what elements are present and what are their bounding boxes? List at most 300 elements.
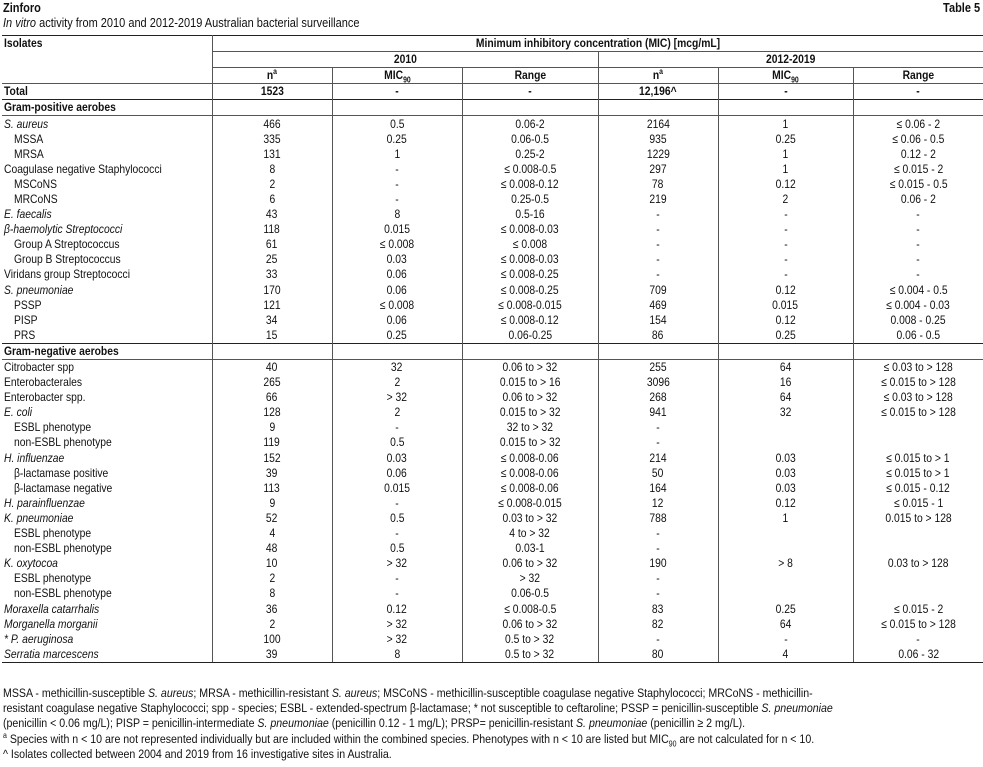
mic90-2012-2019-cell: 2	[718, 192, 853, 207]
table-row	[2, 359, 983, 375]
mic90-2012-2019-cell	[718, 541, 853, 556]
range-2012-2019-cell	[853, 526, 983, 541]
isolate-label: β-lactamase negative	[2, 481, 212, 496]
range-2012-2019-cell: 0.03 to > 128	[888, 556, 949, 571]
table-row	[2, 116, 983, 132]
mic90-2012-2019-cell: 32	[718, 405, 853, 420]
range-header-2010: Range	[462, 68, 598, 84]
document-header	[3, 1, 980, 33]
total-mic-2010: -	[332, 84, 462, 100]
n-2010-cell: 121	[212, 298, 332, 313]
mic90-2012-2019-cell: 4	[718, 647, 853, 663]
range-2010-cell: 0.06 to > 32	[462, 617, 598, 632]
mic90-2010-cell: > 32	[332, 617, 462, 632]
isolate-label: Group A Streptococcus	[2, 237, 212, 252]
range-2012-2019-cell	[853, 435, 983, 450]
n-2012-2019-cell: 154	[598, 313, 718, 328]
range-2010-cell: 0.03 to > 32	[462, 511, 598, 526]
mic90-2010-cell: 0.03	[332, 252, 462, 267]
mic90-2010-cell: -	[332, 526, 462, 541]
mic90-2010-cell: 0.06	[332, 283, 462, 298]
n-2010-cell: 4	[212, 526, 332, 541]
range-2010-cell: 0.5-16	[462, 207, 598, 222]
mic90-2010-cell: 0.015	[332, 481, 462, 496]
range-2010-cell: ≤ 0.008-0.06	[462, 466, 598, 481]
n-2010-cell: 39	[212, 466, 332, 481]
table-row	[2, 601, 983, 616]
range-2010-cell: ≤ 0.008-0.25	[462, 283, 598, 298]
table-row	[2, 177, 983, 192]
section-heading: Gram-positive aerobes	[2, 100, 212, 116]
n-2012-2019-cell: 12	[598, 496, 718, 511]
mic-table-body	[2, 36, 983, 663]
range-2010-cell: 0.06-0.25	[462, 328, 598, 344]
n-2010-cell: 48	[212, 541, 332, 556]
isolate-label: E. coli	[2, 405, 212, 420]
mic90-2012-2019-cell	[718, 586, 853, 601]
range-2012-2019-cell: ≤ 0.004 - 0.5	[889, 282, 948, 297]
range-2010-cell: ≤ 0.008-0.25	[462, 267, 598, 282]
n-2012-2019-cell: -	[598, 632, 718, 647]
n-2012-2019-cell: -	[598, 571, 718, 586]
total-label: Total	[2, 84, 212, 100]
range-2012-2019-cell: ≤ 0.03 to > 128	[883, 390, 953, 405]
mic90-2010-cell: 0.5	[332, 116, 462, 132]
n-2012-2019-cell: 190	[598, 556, 718, 571]
range-2012-2019-cell: 0.06 - 2	[900, 191, 936, 206]
n-2010-cell: 36	[212, 601, 332, 616]
table-row	[2, 162, 983, 177]
range-2010-cell: 32 to > 32	[462, 420, 598, 435]
range-2010-cell: 0.015 to > 16	[462, 375, 598, 390]
range-2010-cell: 0.06-0.5	[462, 586, 598, 601]
isolate-label: H. influenzae	[2, 451, 212, 466]
table-row	[2, 390, 983, 405]
table-row	[2, 586, 983, 601]
table-row	[2, 147, 983, 162]
mic90-2012-2019-cell: 0.12	[718, 177, 853, 192]
n-2012-2019-cell: 86	[598, 328, 718, 344]
mic90-2010-cell: 0.06	[332, 466, 462, 481]
mic90-2010-cell: 0.03	[332, 451, 462, 466]
n-2012-2019-cell: 3096	[598, 375, 718, 390]
n-2012-2019-cell: 164	[598, 481, 718, 496]
range-2012-2019-cell	[853, 586, 983, 601]
mic90-2012-2019-cell: 0.015	[718, 298, 853, 313]
range-2010-cell: ≤ 0.008-0.015	[462, 298, 598, 313]
n-2012-2019-cell: 297	[598, 162, 718, 177]
range-2012-2019-cell: ≤ 0.015 - 1	[893, 495, 943, 510]
mic90-2012-2019-cell: 0.12	[718, 283, 853, 298]
range-2012-2019-cell: ≤ 0.015 to > 1	[886, 465, 950, 480]
mic90-2010-cell: -	[332, 586, 462, 601]
n-2010-cell: 170	[212, 283, 332, 298]
isolate-label: Group B Streptococcus	[2, 252, 212, 267]
range-2012-2019-cell: -	[916, 267, 921, 282]
n-2010-cell: 131	[212, 147, 332, 162]
isolate-label: Serratia marcescens	[2, 647, 212, 663]
n-2010-cell: 118	[212, 222, 332, 237]
mic90-2012-2019-cell: -	[718, 207, 853, 222]
table-row	[2, 571, 983, 586]
mic90-2010-cell: -	[332, 571, 462, 586]
mic90-2012-2019-cell: 0.12	[718, 496, 853, 511]
mic90-2012-2019-cell	[718, 526, 853, 541]
isolate-label: S. pneumoniae	[2, 283, 212, 298]
range-2012-2019-cell: 0.12 - 2	[900, 146, 936, 161]
n-2010-cell: 40	[212, 359, 332, 375]
mic90-2012-2019-cell: 0.03	[718, 481, 853, 496]
isolate-label: β-haemolytic Streptococci	[2, 222, 212, 237]
isolate-label: MRSA	[2, 147, 212, 162]
range-2012-2019-cell	[853, 420, 983, 435]
mic90-2010-cell: 0.06	[332, 313, 462, 328]
mic90-2010-cell: 0.06	[332, 267, 462, 282]
range-2012-2019-cell	[853, 571, 983, 586]
isolate-label: Morganella morganii	[2, 617, 212, 632]
mic-table	[2, 35, 983, 663]
n-2010-cell: 39	[212, 647, 332, 663]
range-2012-2019-cell: ≤ 0.015 - 0.5	[889, 176, 948, 191]
n-2012-2019-cell: 2164	[598, 116, 718, 132]
n-2012-2019-cell: -	[598, 222, 718, 237]
mic90-2012-2019-cell: -	[718, 252, 853, 267]
n-2012-2019-cell: -	[598, 435, 718, 450]
n-2010-cell: 100	[212, 632, 332, 647]
n-2010-cell: 52	[212, 511, 332, 526]
mic90-2010-cell: -	[332, 192, 462, 207]
isolate-label: MRCoNS	[2, 192, 212, 207]
n-2012-2019-cell: 83	[598, 601, 718, 616]
range-2010-cell: ≤ 0.008-0.06	[462, 451, 598, 466]
table-row	[2, 435, 983, 450]
n-2010-cell: 2	[212, 571, 332, 586]
n-2012-2019-cell: 80	[598, 647, 718, 663]
table-row	[2, 313, 983, 328]
mic90-2012-2019-cell: 1	[718, 116, 853, 132]
n-2010-cell: 9	[212, 420, 332, 435]
table-row	[2, 466, 983, 481]
n-2012-2019-cell: 1229	[598, 147, 718, 162]
n-2010-cell: 335	[212, 132, 332, 147]
subtitle-italic: In vitro	[3, 16, 37, 30]
footnote-species: $^a$ Species with n < 10 are not represented individually but are included within the combined species. Phenotypes with n < 10 are listed but $MIC_{90}$ are not calculated for n < 10.	[3, 730, 815, 749]
footnotes	[3, 686, 978, 762]
range-2012-2019-cell: ≤ 0.03 to > 128	[853, 359, 983, 375]
n-2010-cell: 66	[212, 390, 332, 405]
range-2010-cell: ≤ 0.008-0.015	[462, 496, 598, 511]
footnote-abbreviations-2: resistant coagulase negative Staphylococci; spp - species; ESBL - extended-spectrum β-lactamase; * not susceptible to ceftaroline; PSSP = penicillin-susceptible S. pneumoniae	[3, 701, 833, 716]
n-2012-2019-cell: 788	[598, 511, 718, 526]
period-2010-header: 2010	[212, 52, 598, 68]
table-row	[2, 526, 983, 541]
mic90-2012-2019-cell: 0.25	[718, 132, 853, 147]
mic90-2012-2019-cell: 64	[718, 359, 853, 375]
table-row	[2, 192, 983, 207]
mic90-2012-2019-cell: -	[718, 267, 853, 282]
range-2010-cell: 0.06 to > 32	[462, 556, 598, 571]
n-2012-2019-cell: -	[598, 252, 718, 267]
table-subtitle	[3, 16, 359, 30]
table-row	[2, 541, 983, 556]
table-row	[2, 375, 983, 390]
isolate-label: non-ESBL phenotype	[2, 586, 212, 601]
range-2012-2019-cell: ≤ 0.06 - 0.5	[892, 131, 945, 146]
mic90-2010-cell: 8	[332, 207, 462, 222]
n-2012-2019-cell: -	[598, 267, 718, 282]
isolate-label: ESBL phenotype	[2, 420, 212, 435]
n-2010-cell: 15	[212, 328, 332, 344]
isolate-label: ESBL phenotype	[2, 571, 212, 586]
mic90-2012-2019-cell: 0.03	[718, 451, 853, 466]
total-range-2010: -	[462, 84, 598, 100]
mic90-2010-cell: 2	[332, 375, 462, 390]
n-2010-cell: 2	[212, 177, 332, 192]
table-number: Table 5	[942, 1, 980, 15]
table-row	[2, 647, 983, 663]
mic-header: Minimum inhibitory concentration (MIC) [mcg/mL]	[212, 36, 983, 52]
mic90-2010-cell: 0.5	[332, 511, 462, 526]
range-2010-cell: 0.015 to > 32	[462, 435, 598, 450]
range-2010-cell: 0.06-2	[462, 116, 598, 132]
mic90-2010-cell: -	[332, 420, 462, 435]
n-2012-2019-cell: 935	[598, 132, 718, 147]
mic90-2010-cell: 0.5	[332, 541, 462, 556]
range-2012-2019-cell: ≤ 0.015 - 0.12	[886, 480, 951, 495]
header-row-3	[2, 68, 983, 84]
table-row	[2, 496, 983, 511]
mic90-2010-cell: 0.5	[332, 435, 462, 450]
isolate-label: PSSP	[2, 298, 212, 313]
range-2010-cell: 0.06 to > 32	[462, 390, 598, 405]
range-2012-2019-cell: 0.06 - 0.5	[896, 327, 941, 342]
period-2012-2019-header: 2012-2019	[598, 52, 983, 68]
range-2012-2019-cell: -	[916, 207, 921, 222]
isolate-label: K. pneumoniae	[2, 511, 212, 526]
range-2012-2019-cell: -	[916, 222, 921, 237]
n-2010-cell: 8	[212, 586, 332, 601]
isolate-label: S. aureus	[2, 116, 212, 132]
table-row	[2, 222, 983, 237]
range-2010-cell: 0.5 to > 32	[462, 647, 598, 663]
mic90-2010-cell: 8	[332, 647, 462, 663]
mic90-2010-cell: > 32	[332, 556, 462, 571]
n-header-2010: $n^a$	[212, 68, 332, 84]
range-2010-cell: ≤ 0.008-0.06	[462, 481, 598, 496]
header-row-1	[2, 36, 983, 52]
isolate-label: PISP	[2, 313, 212, 328]
mic90-2010-cell: 1	[332, 147, 462, 162]
range-2010-cell: ≤ 0.008-0.5	[462, 601, 598, 616]
n-2012-2019-cell: -	[598, 420, 718, 435]
range-2010-cell: ≤ 0.008-0.03	[462, 222, 598, 237]
n-2010-cell: 265	[212, 375, 332, 390]
table-row	[2, 451, 983, 466]
n-2010-cell: 128	[212, 405, 332, 420]
range-2012-2019-cell: ≤ 0.06 - 2	[853, 116, 983, 132]
isolate-label: Enterobacterales	[2, 375, 212, 390]
total-n-2010: 1523	[212, 84, 332, 100]
range-2012-2019-cell: ≤ 0.015 to > 128	[880, 616, 956, 631]
total-mic-2012-2019: -	[718, 84, 853, 100]
isolate-label: K. oxytocoa	[2, 556, 212, 571]
n-2012-2019-cell: 82	[598, 617, 718, 632]
mic90-2010-cell: -	[332, 162, 462, 177]
range-2010-cell: 0.06 to > 32	[462, 359, 598, 375]
n-2010-cell: 61	[212, 237, 332, 252]
n-2010-cell: 6	[212, 192, 332, 207]
table-row	[2, 556, 983, 571]
range-2012-2019-cell	[853, 541, 983, 556]
section-heading-row	[2, 343, 983, 359]
mic90-header-2010: $MIC_{90}$	[332, 68, 462, 84]
range-2012-2019-cell: -	[916, 631, 921, 646]
n-2012-2019-cell: 214	[598, 451, 718, 466]
isolate-label: H. parainfluenzae	[2, 496, 212, 511]
isolate-label: MSCoNS	[2, 177, 212, 192]
mic90-2012-2019-cell: 0.12	[718, 313, 853, 328]
mic90-2012-2019-cell: 64	[718, 617, 853, 632]
mic90-header-2012-2019: $MIC_{90}$	[718, 68, 853, 84]
table-row	[2, 298, 983, 313]
isolate-label: * P. aeruginosa	[2, 632, 212, 647]
mic90-2010-cell: ≤ 0.008	[332, 298, 462, 313]
table-row	[2, 617, 983, 632]
range-2010-cell: ≤ 0.008-0.03	[462, 252, 598, 267]
isolate-label: non-ESBL phenotype	[2, 541, 212, 556]
mic90-2012-2019-cell: 16	[718, 375, 853, 390]
range-2012-2019-cell: -	[916, 237, 921, 252]
n-2010-cell: 466	[212, 116, 332, 132]
range-2012-2019-cell: 0.008 - 0.25	[890, 312, 946, 327]
table-row	[2, 511, 983, 526]
range-2010-cell: ≤ 0.008-0.5	[462, 162, 598, 177]
table-row	[2, 632, 983, 647]
mic90-2012-2019-cell: -	[718, 632, 853, 647]
mic90-2010-cell: -	[332, 496, 462, 511]
range-2012-2019-cell: ≤ 0.015 to > 128	[880, 375, 956, 390]
mic90-2010-cell: ≤ 0.008	[332, 237, 462, 252]
isolate-label: Viridans group Streptococci	[2, 267, 212, 282]
range-2010-cell: ≤ 0.008-0.12	[462, 313, 598, 328]
n-2010-cell: 152	[212, 451, 332, 466]
isolate-label: non-ESBL phenotype	[2, 435, 212, 450]
isolate-label: Coagulase negative Staphylococci	[2, 162, 212, 177]
table-row	[2, 207, 983, 222]
range-2010-cell: 0.25-0.5	[462, 192, 598, 207]
document-title: Zinforo	[3, 1, 41, 15]
range-2010-cell: 0.03-1	[462, 541, 598, 556]
range-2012-2019-cell: ≤ 0.015 to > 1	[886, 450, 950, 465]
table-row	[2, 420, 983, 435]
range-2012-2019-cell: 0.015 to > 128	[885, 510, 952, 525]
n-2010-cell: 34	[212, 313, 332, 328]
range-2010-cell: 0.015 to > 32	[462, 405, 598, 420]
mic90-2012-2019-cell	[718, 420, 853, 435]
n-header-2012-2019: $n^a$	[598, 68, 718, 84]
mic90-2010-cell: 0.015	[332, 222, 462, 237]
mic90-2012-2019-cell: 0.25	[718, 601, 853, 616]
table-row	[2, 481, 983, 496]
mic90-2012-2019-cell: -	[718, 222, 853, 237]
header-row-2	[2, 52, 983, 68]
total-n-2012-2019: 12,196^	[598, 84, 718, 100]
range-2012-2019-cell: ≤ 0.015 - 2	[893, 161, 943, 176]
n-2012-2019-cell: -	[598, 541, 718, 556]
n-2012-2019-cell: 941	[598, 405, 718, 420]
total-range-2012-2019: -	[916, 84, 921, 99]
n-2010-cell: 43	[212, 207, 332, 222]
n-2010-cell: 25	[212, 252, 332, 267]
n-2012-2019-cell: 709	[598, 283, 718, 298]
range-header-2012-2019: Range	[853, 68, 983, 84]
section-heading-row	[2, 100, 983, 116]
n-2012-2019-cell: 78	[598, 177, 718, 192]
range-2012-2019-cell: -	[916, 252, 921, 267]
table-row	[2, 237, 983, 252]
n-2012-2019-cell: -	[598, 237, 718, 252]
range-2010-cell: 0.5 to > 32	[462, 632, 598, 647]
mic90-2010-cell: -	[332, 177, 462, 192]
range-2010-cell: ≤ 0.008	[462, 237, 598, 252]
n-2010-cell: 10	[212, 556, 332, 571]
n-2010-cell: 8	[212, 162, 332, 177]
mic90-2012-2019-cell: > 8	[718, 556, 853, 571]
range-2010-cell: > 32	[462, 571, 598, 586]
n-2010-cell: 2	[212, 617, 332, 632]
mic90-2012-2019-cell: 1	[718, 511, 853, 526]
isolate-label: PRS	[2, 328, 212, 344]
n-2012-2019-cell: 50	[598, 466, 718, 481]
subtitle-text: activity from 2010 and 2012-2019 Australian bacterial surveillance	[36, 16, 360, 30]
n-2012-2019-cell: -	[598, 586, 718, 601]
isolate-label: E. faecalis	[2, 207, 212, 222]
footnote-abbreviations-3: (penicillin < 0.06 mg/L); PISP = penicillin-intermediate S. pneumoniae (penicillin 0.12 - 1 mg/L); PRSP= penicillin-resistant S. pneumoniae (penicillin ≥ 2 mg/L).	[3, 716, 746, 731]
table-row	[2, 405, 983, 420]
mic90-2012-2019-cell: 64	[718, 390, 853, 405]
isolate-label: β-lactamase positive	[2, 466, 212, 481]
n-2010-cell: 9	[212, 496, 332, 511]
mic90-2012-2019-cell: 1	[718, 147, 853, 162]
range-2010-cell: 0.06-0.5	[462, 132, 598, 147]
n-2010-cell: 113	[212, 481, 332, 496]
range-2010-cell: 4 to > 32	[462, 526, 598, 541]
range-2010-cell: 0.25-2	[462, 147, 598, 162]
mic90-2010-cell: 2	[332, 405, 462, 420]
range-2012-2019-cell: 0.06 - 32	[853, 647, 983, 663]
mic90-2010-cell: > 32	[332, 390, 462, 405]
mic90-2010-cell: 0.25	[332, 328, 462, 344]
mic90-2010-cell: 32	[332, 359, 462, 375]
mic90-2012-2019-cell	[718, 571, 853, 586]
n-2012-2019-cell: -	[598, 207, 718, 222]
isolates-header: Isolates	[2, 36, 212, 52]
mic90-2012-2019-cell: 1	[718, 162, 853, 177]
range-2012-2019-cell: ≤ 0.004 - 0.03	[886, 297, 951, 312]
n-2010-cell: 33	[212, 267, 332, 282]
isolate-label: Citrobacter spp	[2, 359, 212, 375]
range-2012-2019-cell: ≤ 0.015 to > 128	[880, 405, 956, 420]
n-2012-2019-cell: 268	[598, 390, 718, 405]
mic90-2012-2019-cell	[718, 435, 853, 450]
mic90-2012-2019-cell: -	[718, 237, 853, 252]
table-row	[2, 252, 983, 267]
table-row	[2, 132, 983, 147]
isolate-label: Enterobacter spp.	[2, 390, 212, 405]
mic90-2010-cell: > 32	[332, 632, 462, 647]
mic90-2012-2019-cell: 0.25	[718, 328, 853, 344]
section-heading: Gram-negative aerobes	[2, 343, 212, 359]
